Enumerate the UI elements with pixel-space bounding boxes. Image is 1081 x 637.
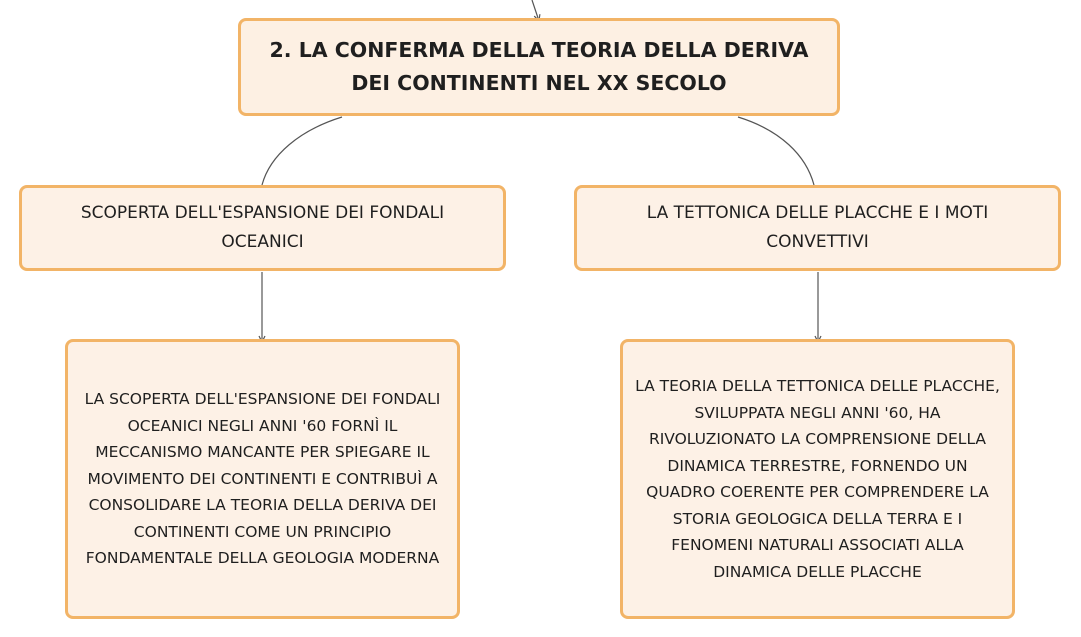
detail-text-plate-tectonics: LA TEORIA DELLA TETTONICA DELLE PLACCHE, SVILUPPATA NEGLI ANNI '60, HA RIVOLUZIONATO LA COMPRENSIONE DELLA DINAMICA TERRESTRE, FORNENDO UN QUADRO COERENTE PER COMPRENDERE LA STORIA GEOLOGICA DELLA TERRA E I FENOMENI NATURALI ASSOCIATI ALLA DINAMICA DELLE PLACCHE bbox=[635, 377, 1000, 581]
detail-text-seafloor-spreading: LA SCOPERTA DELL'ESPANSIONE DEI FONDALI OCEANICI NEGLI ANNI '60 FORNÌ IL MECCANISMO MANCANTE PER SPIEGARE IL MOVIMENTO DEI CONTINENTI E CONTRIBUÌ A CONSOLIDARE LA TEORIA DELLA DERIVA DEI CONTINENTI COME UN PRINCIPIO FONDAMENTALE DELLA GEOLOGIA MODERNA bbox=[84, 390, 441, 568]
connector-root-to-right-branch bbox=[738, 117, 814, 185]
connector-root-to-left-branch bbox=[262, 117, 342, 185]
detail-node-seafloor-spreading[interactable] bbox=[65, 339, 460, 619]
incoming-connector bbox=[532, 0, 538, 18]
root-topic-node[interactable] bbox=[238, 18, 840, 116]
branch-label-plate-tectonics: LA TETTONICA DELLE PLACCHE E I MOTI CONVETTIVI bbox=[646, 203, 989, 252]
root-topic-title: 2. LA CONFERMA DELLA TEORIA DELLA DERIVA DEI CONTINENTI NEL XX SECOLO bbox=[269, 38, 809, 95]
branch-node-plate-tectonics[interactable] bbox=[574, 185, 1061, 271]
branch-node-seafloor-spreading[interactable] bbox=[19, 185, 506, 271]
branch-label-seafloor-spreading: SCOPERTA DELL'ESPANSIONE DEI FONDALI OCEANICI bbox=[80, 203, 445, 252]
detail-node-plate-tectonics[interactable] bbox=[620, 339, 1015, 619]
